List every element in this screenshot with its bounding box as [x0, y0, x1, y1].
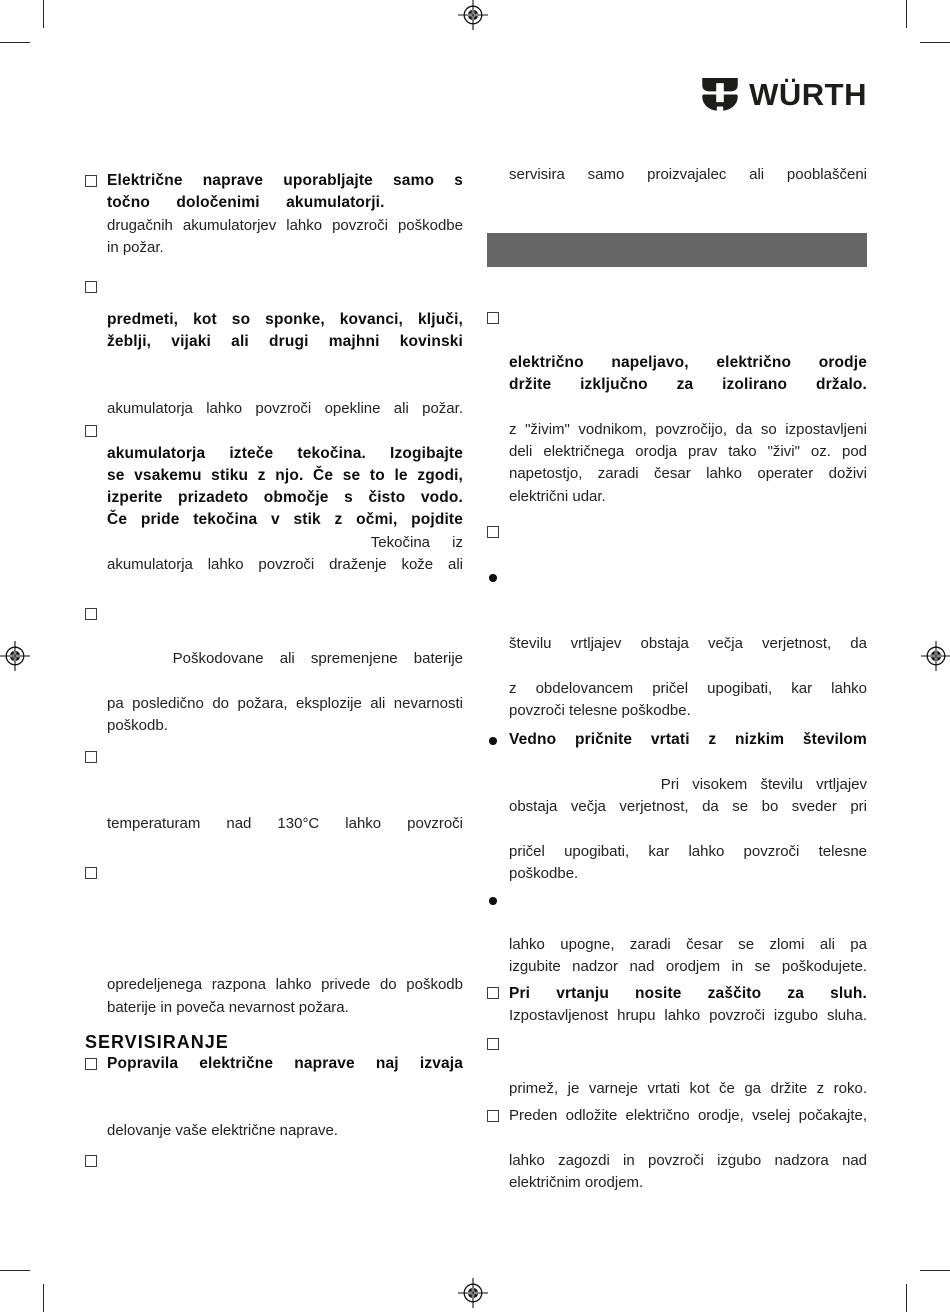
checkbox-icon	[85, 608, 97, 620]
registration-mark-bottom-center	[458, 1278, 488, 1308]
text-line	[487, 655, 867, 677]
text-line	[487, 164, 867, 186]
text-line	[85, 885, 463, 907]
text-line	[487, 1127, 867, 1149]
checkbox-icon	[487, 1110, 499, 1122]
line-text: opredeljenega razpona lahko privede do poškodb	[107, 976, 463, 994]
line-text: poškodbe.	[509, 865, 579, 883]
crop-mark-bottom-right-h	[920, 1270, 950, 1271]
text-line	[487, 912, 867, 934]
text-line	[85, 930, 463, 952]
text-line	[487, 566, 867, 588]
text-line	[85, 604, 463, 626]
text-line	[85, 398, 463, 420]
line-text: drugačnih akumulatorjev lahko povzroči poškodbe	[107, 216, 463, 234]
checkbox-icon	[85, 867, 97, 879]
text-line	[85, 576, 463, 598]
text-line	[85, 286, 463, 308]
line-text: obstaja večja verjetnost, da se bo sveder pri	[509, 798, 867, 816]
line-text: povzroči telesne poškodbe.	[509, 702, 691, 720]
line-text: in požar.	[107, 238, 164, 256]
text-line	[487, 419, 867, 441]
text-line	[487, 1172, 867, 1194]
checkbox-icon	[85, 425, 97, 437]
line-text: Preden odložite električno orodje, vselej počakajte,	[509, 1107, 867, 1125]
left-text-column	[85, 170, 463, 1173]
line-text: Pri visokem številu vrtljajev	[660, 775, 867, 793]
line-text: poškodb.	[107, 717, 168, 735]
line-text: Vedno pričnite vrtati z nizkim številom	[509, 731, 867, 749]
checkbox-icon	[487, 312, 499, 324]
text-line	[85, 836, 463, 858]
wuerth-logo-text: WÜRTH	[749, 77, 867, 112]
text-line	[85, 1150, 463, 1172]
text-line	[487, 863, 867, 885]
crop-mark-top-right-h	[920, 42, 950, 43]
section-header-bar	[487, 233, 867, 267]
line-text: žeblji, vijaki ali drugi majhni kovinski	[107, 333, 463, 351]
text-line	[85, 908, 463, 930]
registration-mark-left-middle	[0, 641, 30, 671]
text-line	[85, 237, 463, 259]
line-text: temperaturam nad 130°C lahko povzroči	[107, 815, 463, 833]
line-text: baterije in poveča nevarnost požara.	[107, 998, 349, 1016]
text-line	[487, 1105, 867, 1127]
line-text: predmeti, kot so sponke, kovanci, ključi,	[107, 310, 463, 328]
line-text: pričel upogibati, kar lahko povzroči telesne	[509, 842, 867, 860]
text-line	[487, 1150, 867, 1172]
crop-mark-top-left-h	[0, 42, 30, 43]
checkbox-icon	[487, 526, 499, 538]
text-line	[487, 1005, 867, 1027]
line-text: z "živim" vodnikom, povzročijo, da so izpostavljeni	[509, 420, 867, 438]
text-line	[487, 729, 867, 751]
crop-mark-bottom-right-v	[906, 1284, 907, 1312]
line-text: akumulatorja lahko povzroči opekline ali požar.	[107, 399, 463, 417]
text-line	[85, 1098, 463, 1120]
line-text: akumulatorja lahko povzroči draženje kože ali	[107, 556, 463, 574]
text-line	[487, 374, 867, 396]
line-text: Tekočina iz	[370, 533, 463, 551]
line-text: izgubite nadzor nad orodjem in se poškodujete.	[509, 958, 867, 976]
text-line	[85, 1120, 463, 1142]
text-line	[85, 648, 463, 670]
text-line	[85, 215, 463, 237]
text-line	[487, 463, 867, 485]
line-text: pa posledično do požara, eksplozije ali nevarnosti	[107, 694, 463, 712]
text-line	[85, 626, 463, 648]
line-text: izperite prizadeto območje s čisto vodo.	[107, 489, 463, 507]
text-line	[487, 700, 867, 722]
registration-mark-top-center	[458, 0, 488, 30]
line-text: servisira samo proizvajalec ali pooblaščeni	[509, 166, 867, 183]
text-line	[487, 1033, 867, 1055]
text-line	[487, 633, 867, 655]
line-text: napetostjo, zaradi česar lahko operater doživi	[509, 465, 867, 483]
line-text: Električne naprave uporabljajte samo s	[107, 172, 463, 189]
text-line	[487, 1056, 867, 1078]
crop-mark-bottom-left-v	[43, 1284, 44, 1312]
text-line	[487, 307, 867, 329]
line-text: številu vrtljajev obstaja večja verjetnost, da	[509, 635, 867, 653]
text-line	[487, 889, 867, 911]
line-text: električno napeljavo, električno orodje	[509, 353, 867, 371]
line-text: akumulatorja izteče tekočina. Izogibajte	[107, 444, 463, 462]
text-line	[85, 353, 463, 375]
text-line	[85, 509, 463, 531]
text-line	[85, 863, 463, 885]
line-text: SERVISIRANJE	[85, 1031, 229, 1052]
right-text-column	[487, 164, 867, 1194]
line-text: električnim orodjem.	[509, 1173, 644, 1191]
bullet-icon	[489, 897, 497, 905]
line-text: delovanje vaše električne naprave.	[107, 1122, 338, 1140]
text-line	[85, 1053, 463, 1075]
text-line	[85, 791, 463, 813]
checkbox-icon	[85, 1058, 97, 1070]
text-line	[487, 589, 867, 611]
line-text: Pri vrtanju nosite zaščito za sluh.	[509, 984, 867, 1002]
line-text: držite izključno za izolirano držalo.	[509, 376, 867, 394]
text-line	[487, 352, 867, 374]
checkbox-icon	[85, 1155, 97, 1167]
text-line	[85, 465, 463, 487]
line-text: lahko zagozdi in povzroči izgubo nadzora nad	[509, 1151, 867, 1169]
checkbox-icon	[85, 751, 97, 763]
text-line	[85, 487, 463, 509]
text-line	[85, 813, 463, 835]
text-line	[85, 554, 463, 576]
text-line	[487, 841, 867, 863]
text-line	[85, 1076, 463, 1098]
text-line	[85, 309, 463, 331]
text-line	[85, 192, 463, 214]
text-line	[85, 769, 463, 791]
line-text: Popravila električne naprave naj izvaja	[107, 1055, 463, 1073]
text-line	[487, 611, 867, 633]
line-text: lahko upogne, zaradi česar se zlomi ali pa	[509, 936, 867, 954]
text-line	[487, 396, 867, 418]
crop-mark-bottom-left-h	[0, 1270, 30, 1271]
line-text: deli električnega orodja prav tako "živi" oz. pod	[509, 443, 867, 461]
checkbox-icon	[487, 1038, 499, 1050]
text-line	[85, 997, 463, 1019]
wuerth-logo-icon	[701, 78, 739, 111]
text-line	[487, 774, 867, 796]
text-line	[487, 441, 867, 463]
registration-mark-right-middle	[921, 641, 950, 671]
text-line	[85, 532, 463, 554]
section-heading	[85, 1031, 463, 1053]
text-line	[85, 376, 463, 398]
text-line	[85, 671, 463, 693]
text-line	[487, 934, 867, 956]
crop-mark-top-right-v	[906, 0, 907, 28]
line-text: Poškodovane ali spremenjene baterije	[172, 650, 463, 668]
text-line	[85, 715, 463, 737]
line-text: primež, je varneje vrtati kot če ga držite z roko.	[509, 1079, 867, 1097]
text-line	[487, 330, 867, 352]
text-line	[487, 678, 867, 700]
line-text: električni udar.	[509, 487, 606, 505]
text-line	[487, 819, 867, 841]
line-text: točno določenimi akumulatorji.	[107, 194, 385, 212]
text-line	[85, 746, 463, 768]
bullet-icon	[489, 574, 497, 582]
bullet-icon	[489, 737, 497, 745]
line-text: z obdelovancem pričel upogibati, kar lahko	[509, 679, 867, 697]
crop-mark-top-left-v	[43, 0, 44, 28]
text-line	[85, 420, 463, 442]
text-line	[487, 796, 867, 818]
text-line	[85, 331, 463, 353]
text-line	[85, 443, 463, 465]
text-line	[85, 170, 463, 192]
checkbox-icon	[487, 987, 499, 999]
checkbox-icon	[85, 175, 97, 187]
line-text: Izpostavljenost hrupu lahko povzroči izgubo sluha.	[509, 1006, 867, 1024]
line-text: se vsakemu stiku z njo. Če se to le zgodi,	[107, 466, 463, 484]
text-line	[487, 752, 867, 774]
text-line	[487, 522, 867, 544]
text-line	[487, 983, 867, 1005]
wuerth-logo	[701, 78, 867, 111]
text-line	[85, 693, 463, 715]
text-line	[487, 956, 867, 978]
line-text: Če pride tekočina v stik z očmi, pojdite	[107, 511, 463, 529]
text-line	[487, 486, 867, 508]
text-line	[85, 952, 463, 974]
text-line	[487, 1078, 867, 1100]
text-line	[85, 974, 463, 996]
